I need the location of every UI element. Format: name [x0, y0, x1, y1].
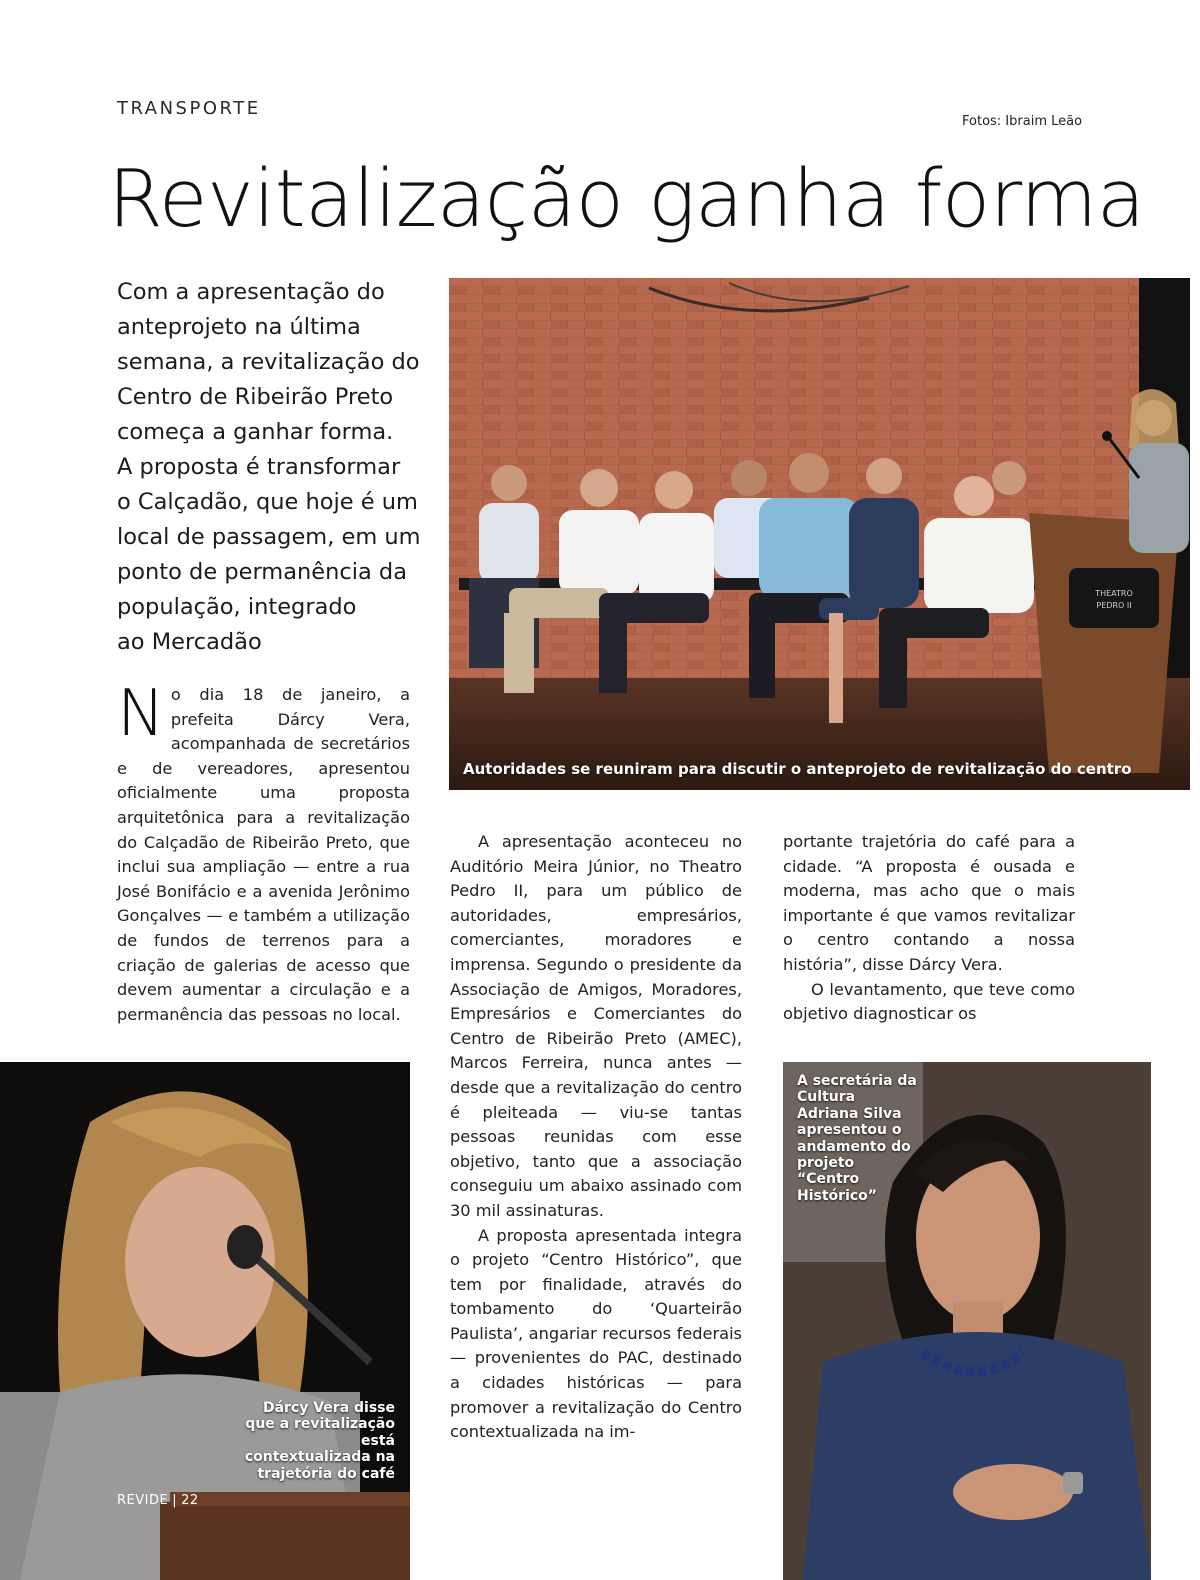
headline: Revitalização ganha forma [108, 153, 1145, 245]
lead-line: semana, a revitalização do [117, 349, 420, 375]
body-paragraph: A apresentação aconteceu no Auditório Meira Júnior, no Theatro Pedro II, para um público de autoridades, empresários, comerciantes, moradores e imprensa. Segundo o presidente da Associação de Amigos, Moradores, Empresários e Comerciantes do Centro de Ribeirão Preto (AMEC), Marcos Ferreira, nunca antes — desde que a revitalização do centro é pleiteada — viu-se tantas pessoas reunidas com esse objetivo, tanto que a associação conseguiu um abaixo assinado com 30 mil assinaturas. [450, 832, 742, 1220]
svg-text:THEATRO: THEATRO [1095, 589, 1133, 598]
body-column-3 [783, 830, 1075, 1027]
section-label: TRANSPORTE [117, 98, 261, 119]
lead-line: começa a ganhar forma. [117, 419, 394, 445]
body-paragraph: o dia 18 de janeiro, a prefeita Dárcy Vera, acompanhada de secretários e de vereadores, apresentou oficialmente uma proposta arquitetônica para a revitalização do Calçadão de Ribeirão Preto, que inclui sua ampliação — entre a rua José Bonifácio e a avenida Jerônimo Gonçalves — e também a utilização de fundos de terrenos para a criação de galerias de acesso que devem aumentar a circulação e a permanência das pessoas no local. [117, 685, 410, 1024]
lead-line: Com a apresentação do [117, 279, 385, 305]
speaker-photo-caption: Dárcy Vera disse que a revitalização está contextualizada na trajetória do café [244, 1400, 395, 1482]
lead-line: população, integrado [117, 594, 357, 620]
lead-line: anteprojeto na última [117, 314, 361, 340]
body-paragraph: A proposta apresentada integra o projeto “Centro Histórico”, que tem por finalidade, através do tombamento do ‘Quarteirão Paulista’, angariar recursos federais — provenientes do PAC, destinado a cidades históricas — para promover a revitalização do Centro contextualizada na im- [450, 1225, 742, 1442]
folio-separator: | [172, 1493, 178, 1508]
speaker-photo [0, 1062, 410, 1580]
body-column-2 [450, 830, 742, 1445]
magazine-name: REVIDE [117, 1493, 169, 1508]
drop-cap: N [117, 677, 165, 751]
secretary-photo-caption: A secretária da Cultura Adriana Silva apresentou o andamento do projeto “Centro Histórico” [797, 1073, 917, 1204]
lead-line: o Calçadão, que hoje é um [117, 489, 418, 515]
lead-paragraph [117, 275, 437, 660]
audience-photo-image [449, 278, 1190, 790]
lead-line: ponto de permanência da [117, 559, 408, 585]
lead-line: local de passagem, em um [117, 524, 421, 550]
lead-line: A proposta é transformar [117, 454, 401, 480]
svg-text:PEDRO II: PEDRO II [1096, 601, 1132, 610]
lead-line: Centro de Ribeirão Preto [117, 384, 394, 410]
page-number: 22 [181, 1493, 199, 1508]
main-photo [449, 278, 1190, 790]
body-paragraph: O levantamento, que teve como objetivo diagnosticar os [783, 979, 1075, 1024]
lead-line: ao Mercadão [117, 629, 262, 655]
body-column-1 [117, 677, 410, 1027]
page-folio [117, 1493, 199, 1508]
body-paragraph: portante trajetória do café para a cidade. “A proposta é ousada e moderna, mas acho que o mais importante é que vamos revitalizar o centro contando a nossa história”, disse Dárcy Vera. [783, 832, 1075, 974]
main-photo-caption: Autoridades se reuniram para discutir o anteprojeto de revitalização do centro [463, 760, 1132, 778]
photo-credit: Fotos: Ibraim Leão [962, 114, 1083, 129]
speaker-photo-image [0, 1062, 410, 1580]
